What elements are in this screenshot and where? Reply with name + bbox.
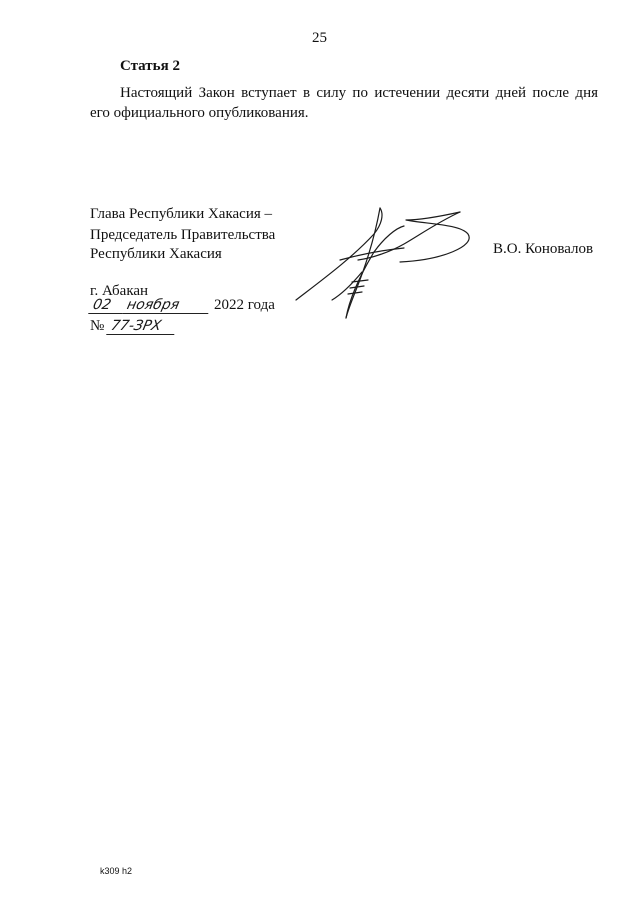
document-code: k309 h2 (100, 866, 133, 876)
date-year: 2022 года (214, 297, 275, 313)
law-number: 77-ЗРХ (107, 318, 179, 335)
date-line (90, 297, 275, 314)
paragraph-line: его официального опубликования. (90, 105, 309, 121)
signatory-name: В.О. Коновалов (493, 241, 594, 257)
signatory-title-line: Республики Хакасия (90, 246, 222, 262)
date-day: 02 (88, 297, 126, 314)
number-sign: № (90, 318, 105, 334)
date-month: ноября (122, 297, 212, 314)
page-number: 25 (312, 30, 327, 46)
signatory-title-line: Председатель Правительства (90, 227, 276, 243)
paragraph-line: Настоящий Закон вступает в силу по истечении десяти дней после дня (120, 85, 598, 101)
signatory-title-line: Глава Республики Хакасия – (90, 206, 273, 222)
handwritten-signature (292, 200, 472, 322)
city: г. Абакан (90, 283, 149, 299)
law-number-line (90, 318, 176, 335)
article-paragraph (90, 83, 598, 123)
article-heading: Статья 2 (120, 58, 180, 74)
